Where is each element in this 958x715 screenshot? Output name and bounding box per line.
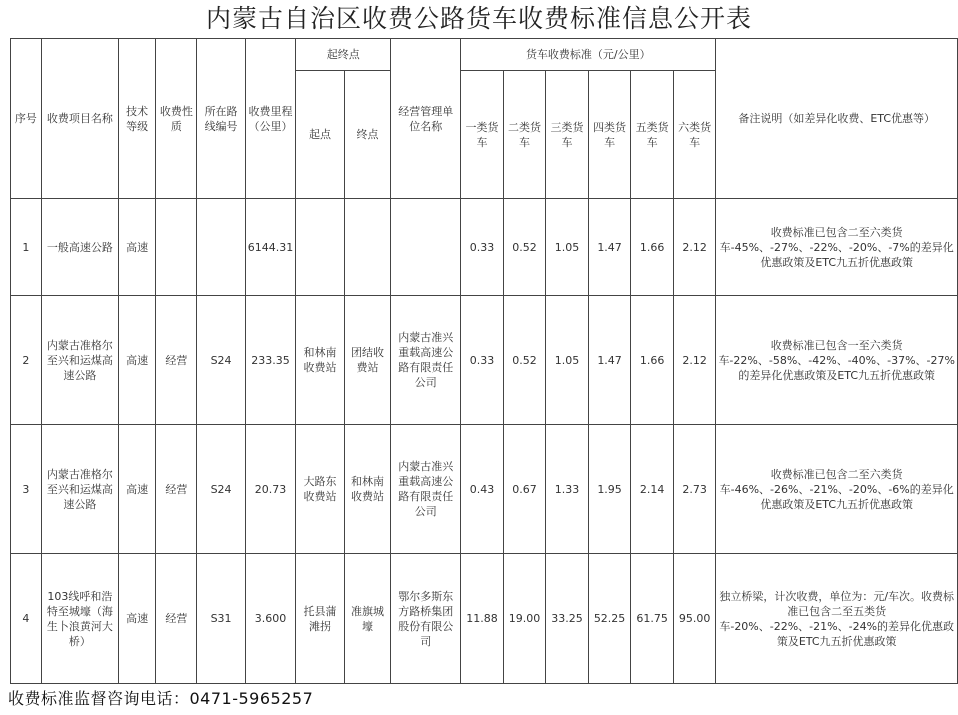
row-nature: 经营 — [156, 296, 197, 425]
row-rate-5: 2.14 — [631, 425, 674, 554]
row-start — [296, 199, 345, 296]
row-remark: 收费标准已包含一至六类货车-22%、-58%、-42%、-40%、-37%、-27%的差异化优惠政策及ETC九五折优惠政策 — [716, 296, 958, 425]
header-class-3: 三类货车 — [546, 71, 589, 199]
row-rate-3: 33.25 — [546, 554, 589, 684]
header-nature: 收费性质 — [156, 39, 197, 199]
row-route — [197, 199, 245, 296]
row-mileage: 3.600 — [245, 554, 296, 684]
row-remark: 收费标准已包含二至六类货车-46%、-26%、-21%、-20%、-6%的差异化优惠政策及ETC九五折优惠政策 — [716, 425, 958, 554]
row-nature — [156, 199, 197, 296]
table-row — [11, 425, 958, 554]
row-route: S24 — [197, 425, 245, 554]
supervision-hotline: 收费标准监督咨询电话：0471-5965257 — [8, 689, 314, 708]
header-project: 收费项目名称 — [41, 39, 118, 199]
header-route: 所在路线编号 — [197, 39, 245, 199]
row-rate-1: 0.33 — [461, 199, 504, 296]
row-rate-1: 11.88 — [461, 554, 504, 684]
row-start: 托县蒲滩拐 — [296, 554, 345, 684]
header-mileage: 收费里程（公里） — [245, 39, 296, 199]
row-rate-6: 2.12 — [673, 296, 716, 425]
row-project: 内蒙古准格尔至兴和运煤高速公路 — [41, 425, 118, 554]
row-operator: 内蒙古准兴重载高速公路有限责任公司 — [391, 296, 461, 425]
header-grade: 技术等级 — [119, 39, 156, 199]
row-rate-4: 52.25 — [588, 554, 631, 684]
row-seq: 4 — [11, 554, 42, 684]
row-remark: 独立桥梁，计次收费，单位为：元/车次。收费标准已包含二至五类货车-20%、-22%、-21%、-24%的差异化优惠政策及ETC九五折优惠政策 — [716, 554, 958, 684]
row-operator — [391, 199, 461, 296]
header-start: 起点 — [296, 71, 345, 199]
row-mileage: 233.35 — [245, 296, 296, 425]
header-remark: 备注说明（如差异化收费、ETC优惠等） — [716, 39, 958, 199]
header-class-6: 六类货车 — [673, 71, 716, 199]
row-rate-2: 0.52 — [503, 199, 546, 296]
page-title: 内蒙古自治区收费公路货车收费标准信息公开表 — [205, 4, 752, 33]
row-rate-6: 2.73 — [673, 425, 716, 554]
row-seq: 3 — [11, 425, 42, 554]
row-mileage: 20.73 — [245, 425, 296, 554]
row-project: 内蒙古准格尔至兴和运煤高速公路 — [41, 296, 118, 425]
row-mileage: 6144.31 — [245, 199, 296, 296]
row-rate-6: 2.12 — [673, 199, 716, 296]
header-class-2: 二类货车 — [503, 71, 546, 199]
row-rate-4: 1.47 — [588, 199, 631, 296]
row-end: 团结收费站 — [344, 296, 391, 425]
toll-standard-table — [10, 38, 958, 684]
row-rate-2: 0.52 — [503, 296, 546, 425]
row-rate-4: 1.47 — [588, 296, 631, 425]
row-nature: 经营 — [156, 554, 197, 684]
row-operator: 鄂尔多斯东方路桥集团股份有限公司 — [391, 554, 461, 684]
row-remark: 收费标准已包含二至六类货车-45%、-27%、-22%、-20%、-7%的差异化优惠政策及ETC九五折优惠政策 — [716, 199, 958, 296]
row-project: 一般高速公路 — [41, 199, 118, 296]
table-row — [11, 296, 958, 425]
row-grade: 高速 — [119, 199, 156, 296]
row-end: 准旗城壕 — [344, 554, 391, 684]
row-route: S24 — [197, 296, 245, 425]
row-rate-1: 0.33 — [461, 296, 504, 425]
header-end: 终点 — [344, 71, 391, 199]
row-rate-1: 0.43 — [461, 425, 504, 554]
row-rate-3: 1.05 — [546, 296, 589, 425]
row-operator: 内蒙古准兴重载高速公路有限责任公司 — [391, 425, 461, 554]
row-rate-5: 61.75 — [631, 554, 674, 684]
row-route: S31 — [197, 554, 245, 684]
row-seq: 1 — [11, 199, 42, 296]
row-start: 和林南收费站 — [296, 296, 345, 425]
header-seq: 序号 — [11, 39, 42, 199]
row-project: 103线呼和浩特至城壕（海生卜浪黄河大桥） — [41, 554, 118, 684]
table-row — [11, 199, 958, 296]
row-nature: 经营 — [156, 425, 197, 554]
row-rate-4: 1.95 — [588, 425, 631, 554]
header-endpoints: 起终点 — [296, 39, 391, 71]
row-rate-2: 0.67 — [503, 425, 546, 554]
header-standard: 货车收费标准（元/公里） — [461, 39, 716, 71]
row-rate-3: 1.33 — [546, 425, 589, 554]
row-end — [344, 199, 391, 296]
table-row — [11, 554, 958, 684]
header-class-4: 四类货车 — [588, 71, 631, 199]
header-operator: 经营管理单位名称 — [391, 39, 461, 199]
row-rate-3: 1.05 — [546, 199, 589, 296]
row-seq: 2 — [11, 296, 42, 425]
row-grade: 高速 — [119, 425, 156, 554]
header-class-1: 一类货车 — [461, 71, 504, 199]
row-grade: 高速 — [119, 296, 156, 425]
row-grade: 高速 — [119, 554, 156, 684]
row-end: 和林南收费站 — [344, 425, 391, 554]
row-rate-5: 1.66 — [631, 199, 674, 296]
row-start: 大路东收费站 — [296, 425, 345, 554]
header-class-5: 五类货车 — [631, 71, 674, 199]
row-rate-5: 1.66 — [631, 296, 674, 425]
row-rate-2: 19.00 — [503, 554, 546, 684]
row-rate-6: 95.00 — [673, 554, 716, 684]
